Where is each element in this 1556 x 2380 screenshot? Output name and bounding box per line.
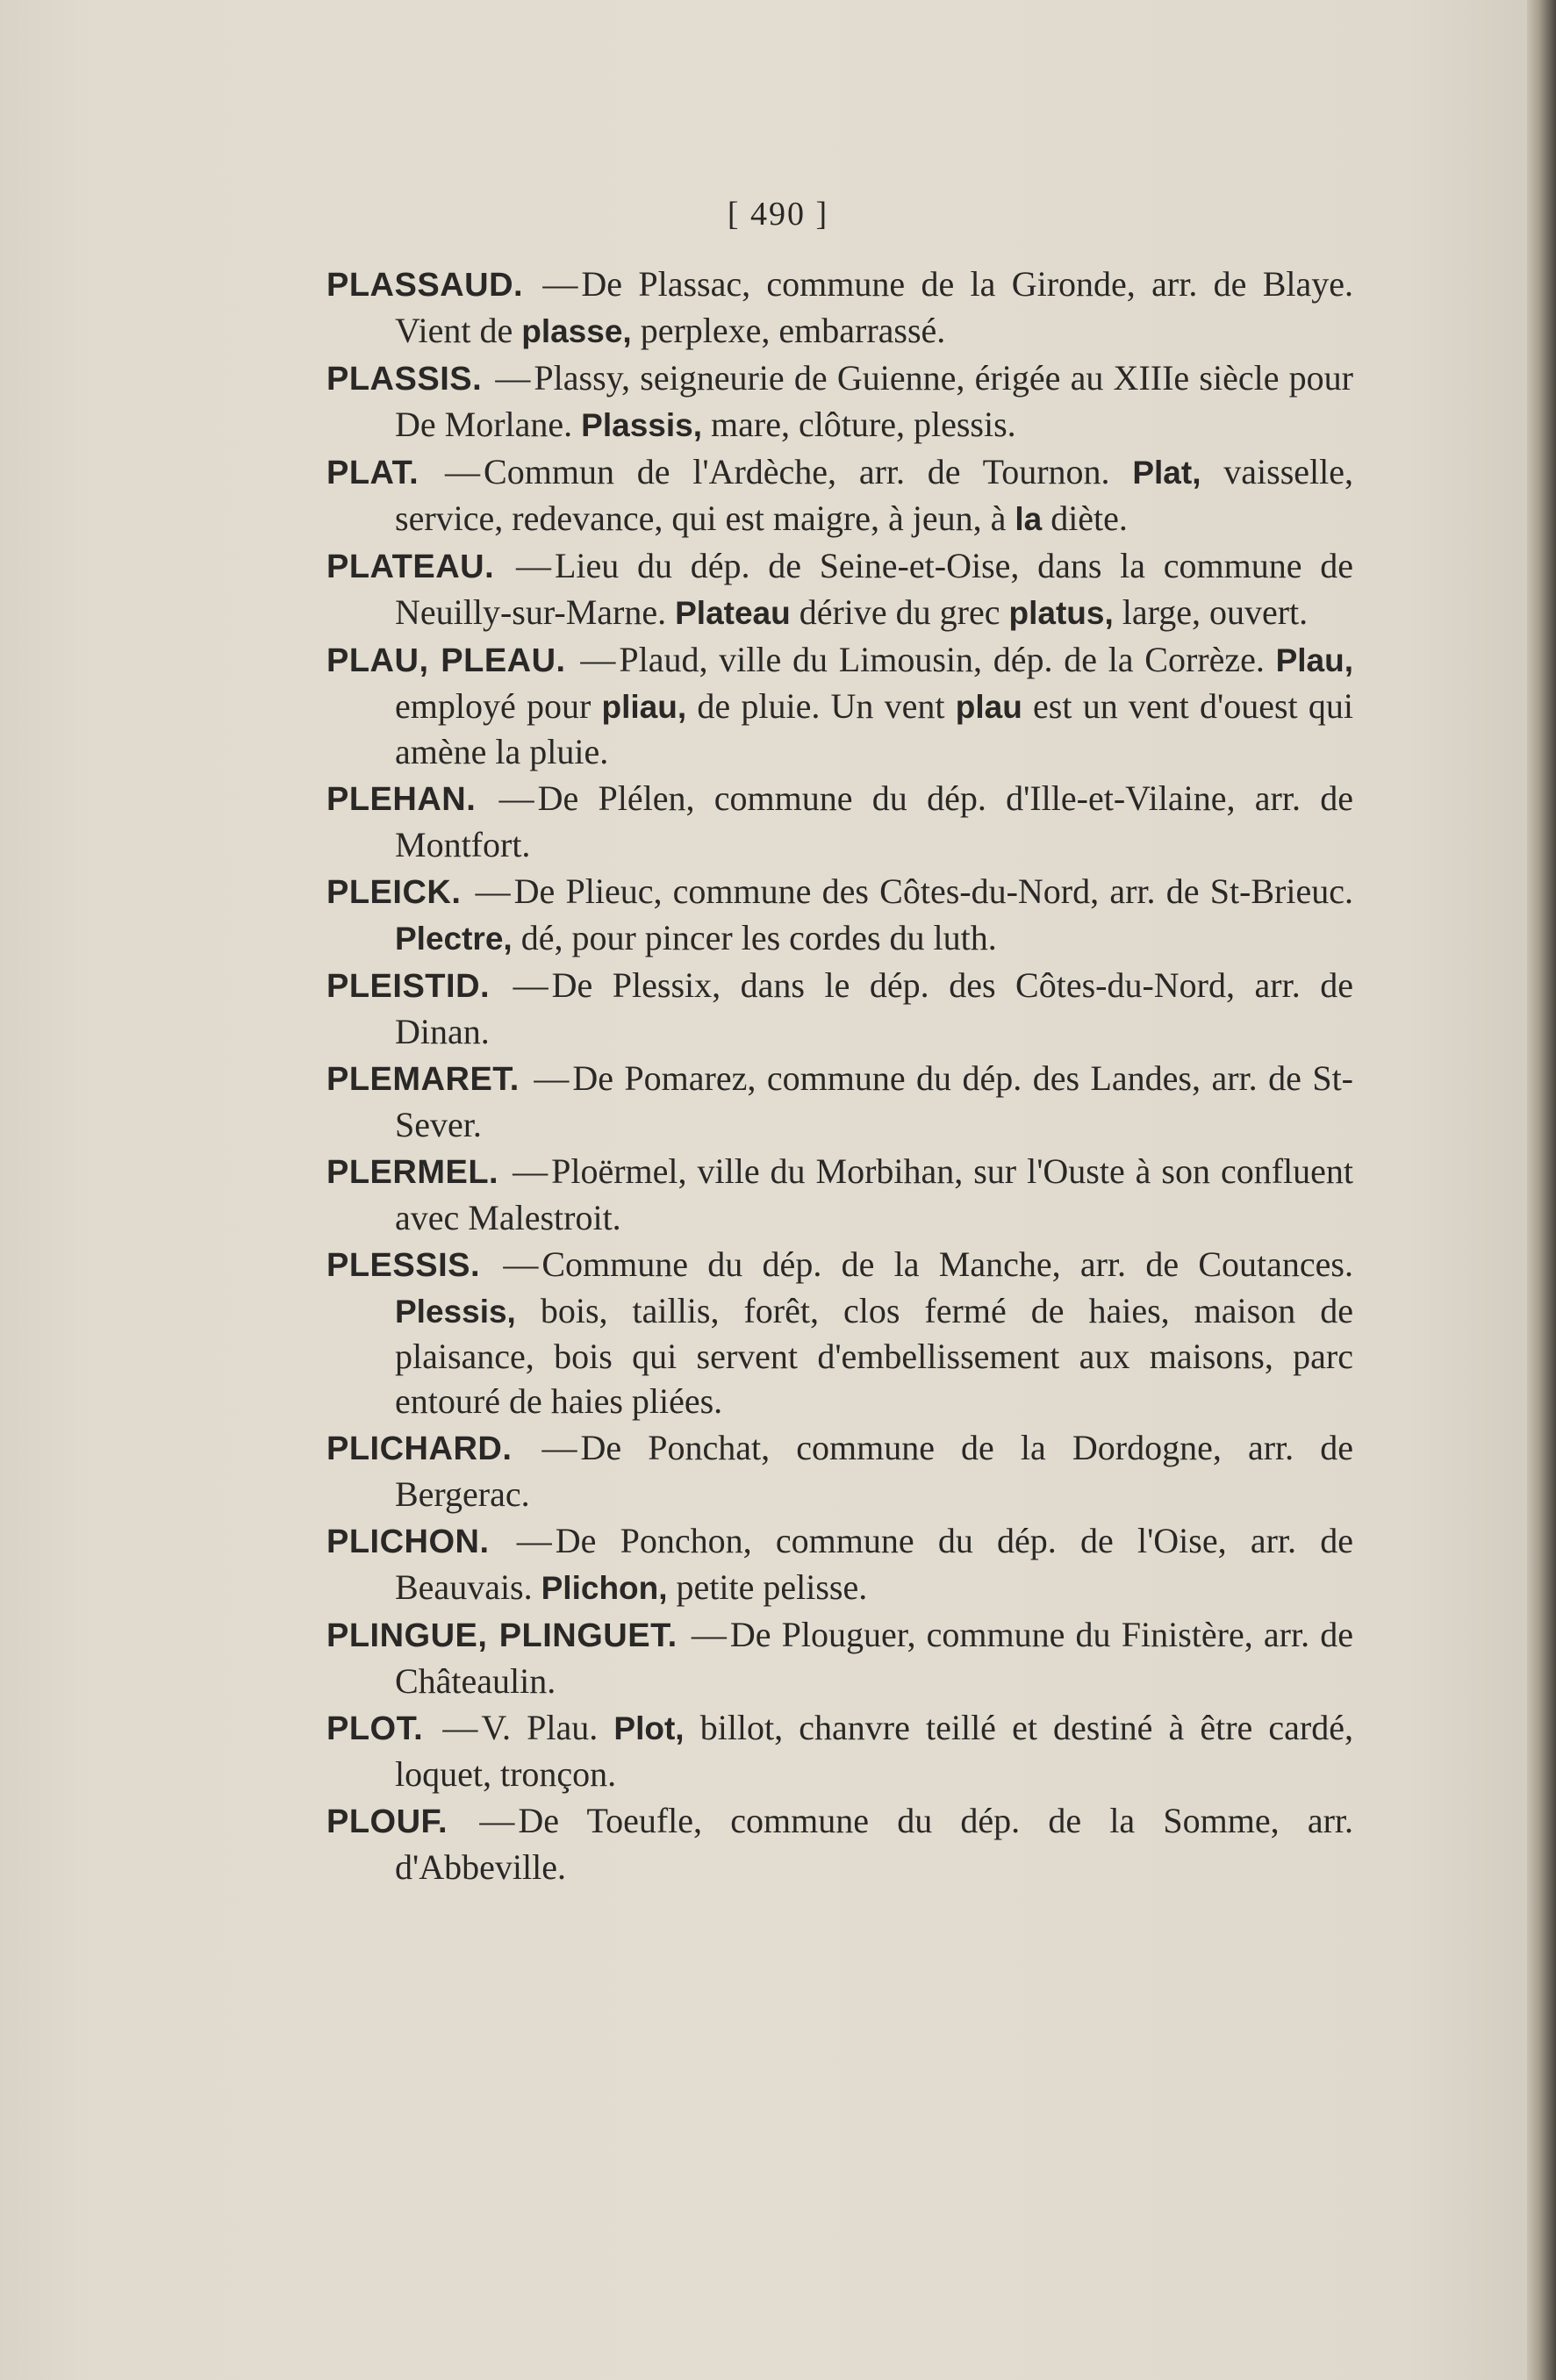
dictionary-entry — [326, 355, 1353, 448]
entry-text: Commun de l'Ardèche, arr. de Tournon. — [484, 452, 1133, 491]
entry-text: De Plassac, commune de la Gironde, arr. de Blaye. Vient de — [395, 264, 1354, 350]
entry-text: De Plouguer, commune du Finistère, arr. de Châteaulin. — [395, 1615, 1353, 1701]
entry-headword: PLOT. — [326, 1710, 424, 1747]
entry-headword: PLATEAU. — [326, 548, 495, 585]
entry-dash: — — [534, 1058, 570, 1098]
entry-headword: PLASSIS. — [326, 361, 483, 398]
entry-text: Plaud, ville du Limousin, dép. de la Corrèze. — [619, 640, 1276, 679]
entry-text: employé pour — [395, 686, 602, 726]
entry-text: diète. — [1042, 498, 1128, 538]
entry-text: De Plélen, commune du dép. d'Ille-et-Vilaine, arr. de Montfort. — [395, 778, 1354, 864]
entry-text: petite pelisse. — [667, 1567, 868, 1607]
entry-headword: PLAT. — [326, 455, 419, 491]
entry-dash: — — [445, 452, 481, 491]
entry-keyword: Plassis, — [581, 407, 702, 443]
entry-keyword: Plessis, — [395, 1294, 516, 1330]
entry-text: De Plieuc, commune des Côtes-du-Nord, arr. de St-Brieuc. — [513, 871, 1353, 911]
entry-dash: — — [503, 1244, 539, 1284]
dictionary-entry — [326, 1242, 1353, 1423]
dictionary-entry — [326, 1705, 1353, 1796]
entry-text: V. Plau. — [481, 1708, 614, 1747]
entry-text: perplexe, embarrassé. — [631, 311, 946, 350]
dictionary-entry — [326, 543, 1353, 635]
entry-keyword: Plau, — [1275, 642, 1353, 678]
entry-text: Commune du dép. de la Manche, arr. de Coutances. — [541, 1244, 1353, 1284]
dictionary-entry — [326, 1798, 1353, 1889]
entry-keyword: Plichon, — [541, 1570, 668, 1606]
entry-keyword: pliau, — [601, 689, 687, 725]
entry-keyword: plasse, — [521, 313, 632, 349]
entry-dash: — — [515, 546, 551, 585]
entry-text: Lieu du dép. de Seine-et-Oise, dans la commune de Neuilly-sur-Marne. — [395, 546, 1354, 632]
dictionary-entry — [326, 1612, 1353, 1703]
entry-text: De Ponchat, commune de la Dordogne, arr. de Bergerac. — [395, 1428, 1354, 1514]
entry-definition — [395, 1428, 1353, 1514]
entry-keyword: Plectre, — [395, 921, 513, 957]
dictionary-entry — [326, 1518, 1353, 1610]
entry-keyword: Plateau — [675, 595, 791, 631]
entry-text: bois, taillis, forêt, clos fermé de haies, maison de plaisance, bois qui servent d'embellissement aux maisons, parc entouré de haies pliées. — [395, 1291, 1353, 1421]
entry-dash: — — [691, 1615, 727, 1654]
entry-headword: PLOUF. — [326, 1803, 448, 1840]
entry-definition — [395, 1708, 1353, 1794]
entry-definition — [395, 1801, 1353, 1887]
entry-headword: PLAU, PLEAU. — [326, 642, 566, 679]
entry-dash: — — [495, 358, 531, 398]
entry-definition — [395, 264, 1353, 350]
entry-dash: — — [580, 640, 616, 679]
entry-headword: PLEHAN. — [326, 781, 477, 818]
entry-text: dé, pour pincer les cordes du luth. — [512, 918, 997, 957]
entry-dash: — — [541, 1428, 577, 1467]
dictionary-entry — [326, 262, 1353, 354]
entry-text: vaisselle, service, redevance, qui est maigre, à jeun, à — [395, 452, 1353, 538]
entry-headword: PLICHARD. — [326, 1430, 513, 1467]
page-edge — [1527, 0, 1556, 2380]
entry-headword: PLEICK. — [326, 874, 462, 911]
entry-headword: PLINGUE, PLINGUET. — [326, 1617, 678, 1654]
entry-text: billot, chanvre teillé et destiné à être cardé, loquet, tronçon. — [395, 1708, 1353, 1794]
entry-text: de pluie. Un vent — [686, 686, 956, 726]
entry-dash: — — [542, 264, 578, 304]
entry-keyword: Plat, — [1132, 455, 1201, 491]
entry-keyword: la — [1015, 501, 1043, 537]
entry-headword: PLEMARET. — [326, 1061, 520, 1098]
entry-text: De Toeufle, commune du dép. de la Somme, arr. d'Abbeville. — [395, 1801, 1354, 1887]
entry-text: est un vent d'ouest qui amène la pluie. — [395, 686, 1353, 771]
entry-dash: — — [475, 871, 511, 911]
entry-headword: PLESSIS. — [326, 1247, 481, 1284]
entry-keyword: Plot, — [613, 1710, 685, 1746]
dictionary-entry — [326, 637, 1353, 774]
entry-headword: PLEISTID. — [326, 968, 491, 1005]
entry-definition — [395, 871, 1353, 957]
entry-keyword: plau — [955, 689, 1022, 725]
entry-text: De Ponchon, commune du dép. de l'Oise, arr. de Beauvais. — [395, 1521, 1353, 1607]
entry-dash: — — [516, 1521, 552, 1560]
entry-headword: PLICHON. — [326, 1523, 490, 1560]
entry-text: mare, clôture, plessis. — [702, 405, 1016, 444]
entry-text: Plassy, seigneurie de Guienne, érigée au XIIIe siècle pour De Morlane. — [395, 358, 1354, 444]
entry-text: De Plessix, dans le dép. des Côtes-du-Nord, arr. de Dinan. — [395, 965, 1353, 1051]
page-number: [ 490 ] — [727, 196, 829, 233]
entry-text: Ploërmel, ville du Morbihan, sur l'Ouste à son confluent avec Malestroit. — [395, 1151, 1353, 1237]
entry-keyword: platus, — [1008, 595, 1114, 631]
entry-text: large, ouvert. — [1113, 592, 1309, 632]
entry-dash: — — [498, 778, 534, 818]
entry-text: dérive du grec — [790, 592, 1009, 632]
entry-dash: — — [442, 1708, 478, 1747]
entry-dash: — — [479, 1801, 515, 1840]
dictionary-entry — [326, 869, 1353, 961]
entry-headword: PLASSAUD. — [326, 267, 524, 304]
entry-definition — [395, 358, 1353, 444]
entry-definition — [395, 452, 1353, 538]
dictionary-entry — [326, 963, 1353, 1054]
dictionary-entry — [326, 449, 1353, 541]
dictionary-entry — [326, 776, 1353, 867]
dictionary-entry — [326, 1149, 1353, 1240]
dictionary-entries — [326, 262, 1353, 1891]
dictionary-entry — [326, 1056, 1353, 1147]
dictionary-entry — [326, 1425, 1353, 1516]
entry-definition — [395, 1244, 1353, 1421]
entry-definition — [395, 778, 1353, 864]
entry-dash: — — [513, 1151, 549, 1191]
entry-headword: PLERMEL. — [326, 1154, 499, 1191]
entry-text: De Pomarez, commune du dép. des Landes, arr. de St-Sever. — [395, 1058, 1353, 1144]
entry-dash: — — [513, 965, 549, 1005]
